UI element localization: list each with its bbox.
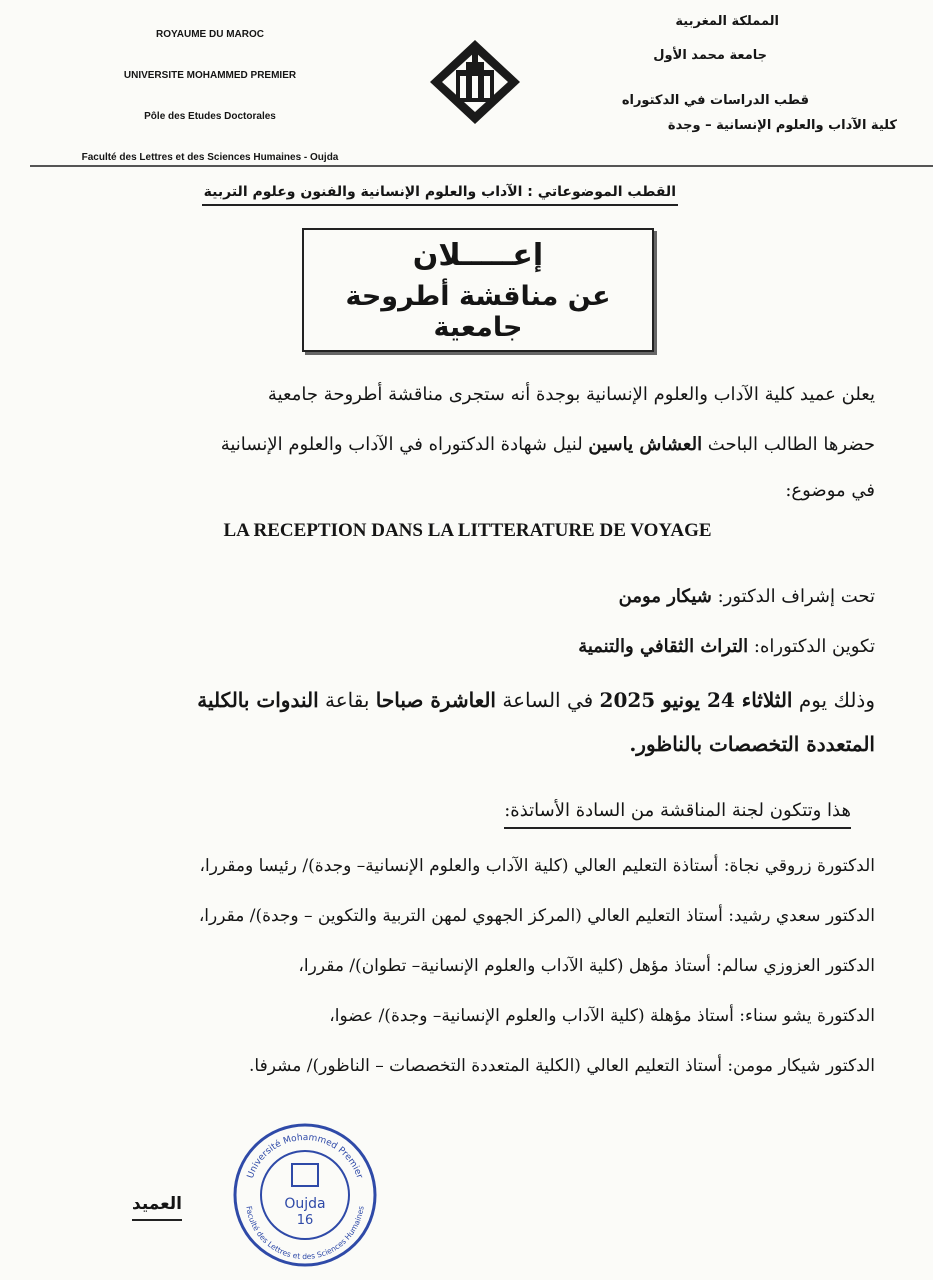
intro-line-1: يعلن عميد كلية الآداب والعلوم الإنسانية بوجدة أنه ستجرى مناقشة أطروحة جامعية [267, 384, 875, 405]
student-name: العشاش ياسين [588, 434, 703, 455]
stamp-city: Oujda [284, 1196, 326, 1212]
thematic-pole: القطب الموضوعاتي : الآداب والعلوم الإنسانية والفنون وعلوم التربية [202, 184, 678, 206]
announcement-title: إعـــــلان [412, 238, 544, 273]
schedule-prefix: وذلك يوم [792, 688, 875, 712]
program-name: التراث الثقافي والتنمية [578, 636, 749, 657]
university-logo-icon [416, 36, 534, 132]
announcement-subtitle: عن مناقشة أطروحة جامعية [345, 281, 611, 343]
stamp-ring-bottom: Faculté des Lettres et des Sciences Humaines [244, 1205, 366, 1261]
faculty-fr: Faculté des Lettres et des Sciences Humaines - Oujda [81, 152, 339, 163]
faculty-stamp [230, 1120, 380, 1270]
jury-member-5: الدكتور شيكار مومن: أستاذ التعليم العالي (الكلية المتعددة التخصصات – الناظور)/ مشرفا. [249, 1056, 875, 1076]
schedule-line-1 [60, 688, 875, 712]
jury-member-2: الدكتور سعدي رشيد: أستاذ التعليم العالي (المركز الجهوي لمهن التربية والتكوين – وجدة)/ مقررا، [198, 906, 875, 926]
schedule-hour: العاشرة صباحا [375, 688, 496, 712]
announcement-box [302, 228, 654, 352]
dean-signature-label: العميد [132, 1194, 182, 1221]
jury-member-1: الدكتورة زروقي نجاة: أستاذة التعليم العالي (كلية الآداب والعلوم الإنسانية– وجدة)/ رئيسا ومقررا، [199, 856, 875, 876]
intro-text-end: لنيل شهادة الدكتوراه في الآداب والعلوم الإنسانية [220, 434, 589, 455]
university-ar: جامعة محمد الأول [653, 48, 767, 63]
thesis-title: LA RECEPTION DANS LA LITTERATURE DE VOYAGE [223, 520, 712, 541]
faculty-ar: كلية الآداب والعلوم الإنسانية – وجدة [667, 118, 897, 133]
program-label: تكوين الدكتوراه: [748, 636, 875, 657]
stamp-number: 16 [296, 1213, 314, 1228]
country-fr: ROYAUME DU MAROC [156, 29, 264, 40]
jury-member-4: الدكتورة يشو سناء: أستاذ مؤهلة (كلية الآداب والعلوم الإنسانية– وجدة)/ عضوا، [329, 1006, 875, 1026]
country-ar: المملكة المغربية [675, 14, 779, 29]
intro-line-2 [60, 434, 875, 455]
jury-heading: هذا وتتكون لجنة المناقشة من السادة الأساتذة: [504, 800, 851, 829]
intro-line-3: في موضوع: [785, 480, 875, 501]
schedule-mid2: بقاعة [318, 688, 376, 712]
header-divider [30, 165, 933, 167]
schedule-mid: في الساعة [496, 688, 600, 712]
schedule-day: الثلاثاء 24 يونيو 2025 [599, 688, 793, 712]
supervisor-line [60, 586, 875, 607]
header-french [40, 14, 380, 178]
schedule-place-2: المتعددة التخصصات بالناظور. [629, 732, 875, 756]
stamp-ring-top: Université Mohammed Premier [245, 1132, 365, 1180]
university-fr: UNIVERSITE MOHAMMED PREMIER [123, 70, 297, 81]
jury-member-3: الدكتور العزوزي سالم: أستاذ مؤهل (كلية الآداب والعلوم الإنسانية– تطوان)/ مقررا، [298, 956, 875, 976]
pole-ar: قطب الدراسات في الدكتوراه [621, 93, 809, 108]
program-line [60, 636, 875, 657]
pole-fr: Pôle des Etudes Doctorales [144, 111, 276, 122]
stamp-emblem-icon [292, 1164, 318, 1186]
schedule-place-1: الندوات بالكلية [197, 688, 319, 712]
supervisor-name: شيكار مومن [618, 586, 712, 607]
intro-text: حضرها الطالب الباحث [702, 434, 875, 455]
supervisor-label: تحت إشراف الدكتور: [711, 586, 875, 607]
